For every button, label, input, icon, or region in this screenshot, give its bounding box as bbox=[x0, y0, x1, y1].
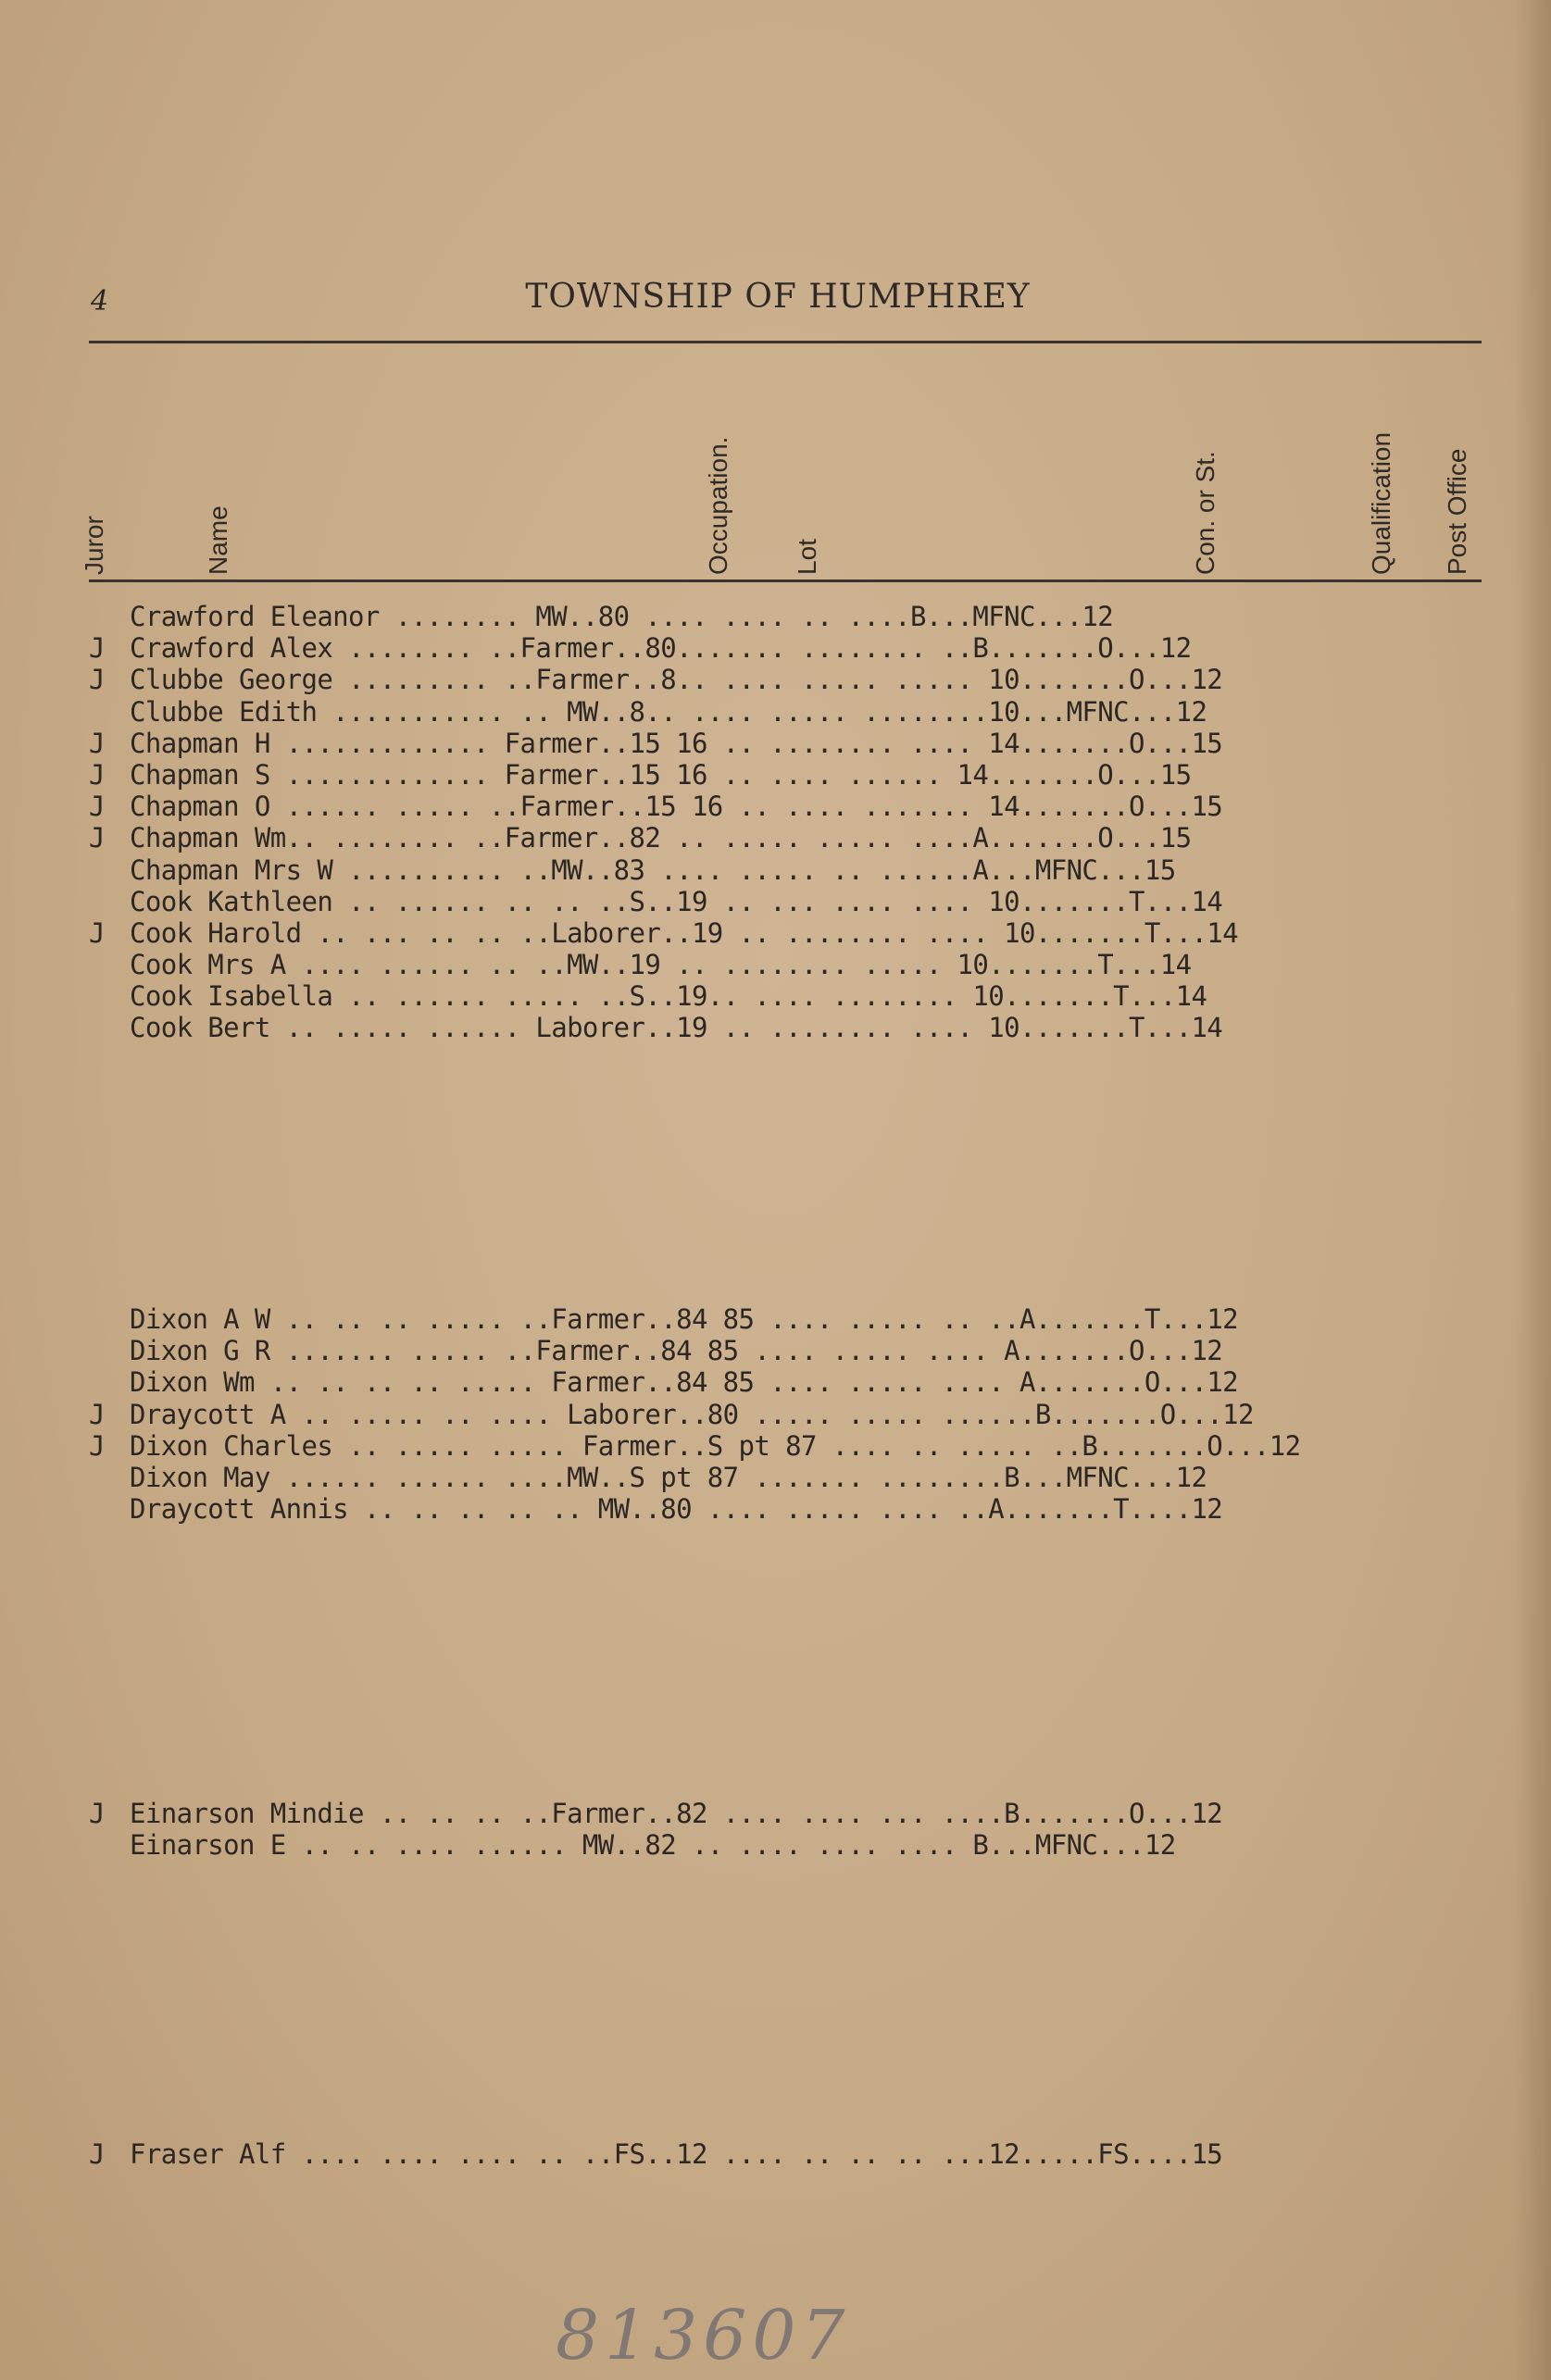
table-row bbox=[0, 1430, 1551, 1462]
table-row bbox=[0, 759, 1551, 791]
table-row bbox=[0, 728, 1551, 759]
column-header-occupation: Occupation. bbox=[704, 436, 732, 575]
table-row bbox=[0, 917, 1551, 949]
voter-group-d bbox=[0, 1303, 1551, 1525]
row-text: Dixon Charles .. ..... ..... Farmer..S pt 87 .... .. ..... ..B.......O...12 bbox=[130, 1429, 1301, 1462]
voter-group-e bbox=[0, 1798, 1551, 1861]
row-text: Crawford Alex ........ ..Farmer..80....... ........ ..B.......O...12 bbox=[130, 632, 1192, 665]
voter-group-f bbox=[0, 2138, 1551, 2170]
table-row bbox=[0, 1829, 1551, 1861]
row-text: Cook Mrs A .... ...... .. ..MW..19 .. ........ ..... 10.......T...14 bbox=[130, 949, 1192, 981]
juror-mark: J bbox=[89, 2138, 106, 2170]
voter-group-c bbox=[0, 601, 1551, 1044]
row-text: Chapman S ............. Farmer..15 16 .. .... ...... 14.......O...15 bbox=[130, 758, 1192, 791]
table-row bbox=[0, 1798, 1551, 1829]
column-header-qualification: Qualification bbox=[1367, 431, 1395, 575]
table-row bbox=[0, 664, 1551, 695]
row-text: Cook Kathleen .. ...... .. .. ..S..19 .. ... .... .... 10.......T...14 bbox=[130, 885, 1223, 917]
table-row bbox=[0, 1366, 1551, 1398]
row-text: Crawford Eleanor ........ MW..80 .... .... .. ....B...MFNC...12 bbox=[130, 601, 1114, 632]
handwritten-number: 813607 bbox=[556, 2296, 851, 2375]
row-text: Einarson E .. .. .... ...... MW..82 .. .... .... .... B...MFNC...12 bbox=[130, 1829, 1176, 1862]
row-text: Dixon May ...... ...... ....MW..S pt 87 ....... ........B...MFNC...12 bbox=[130, 1461, 1207, 1493]
table-row bbox=[0, 1399, 1551, 1430]
juror-mark: J bbox=[89, 1398, 106, 1430]
page-title: TOWNSHIP OF HUMPHREY bbox=[525, 278, 1031, 316]
row-text: Cook Harold .. ... .. .. ..Laborer..19 .. ........ .... 10.......T...14 bbox=[130, 916, 1239, 949]
table-row bbox=[0, 1012, 1551, 1043]
juror-mark: J bbox=[89, 632, 106, 665]
header-rule bbox=[89, 579, 1482, 582]
row-text: Draycott Annis .. .. .. .. .. MW..80 .... ..... .... ..A.......T....12 bbox=[130, 1493, 1223, 1526]
table-row bbox=[0, 949, 1551, 980]
row-text: Fraser Alf .... .... .... .. ..FS..12 .... .. .. .. ...12.....FS....15 bbox=[130, 2138, 1223, 2170]
row-text: Cook Isabella .. ...... ..... ..S..19.. .... ........ 10.......T...14 bbox=[130, 980, 1207, 1013]
page-edge-shadow bbox=[1514, 0, 1551, 2380]
juror-mark: J bbox=[89, 822, 106, 854]
table-row bbox=[0, 632, 1551, 664]
row-text: Dixon Wm .. .. .. .. ..... Farmer..84 85 .... ..... .... A.......O...12 bbox=[130, 1366, 1239, 1399]
table-row bbox=[0, 1335, 1551, 1366]
row-text: Cook Bert .. ..... ...... Laborer..19 .. ........ .... 10.......T...14 bbox=[130, 1012, 1223, 1044]
row-text: Chapman Mrs W .......... ..MW..83 .... ..... .. ......A...MFNC...15 bbox=[130, 854, 1176, 886]
juror-mark: J bbox=[89, 1429, 106, 1462]
table-row bbox=[0, 854, 1551, 886]
row-text: Chapman Wm.. ........ ..Farmer..82 .. ..... ..... ....A.......O...15 bbox=[130, 822, 1192, 854]
row-text: Dixon A W .. .. .. ..... ..Farmer..84 85 .... ..... .. ..A.......T...12 bbox=[130, 1303, 1239, 1335]
table-row bbox=[0, 980, 1551, 1012]
row-text: Chapman O ...... ..... ..Farmer..15 16 .. .... ....... 14.......O...15 bbox=[130, 791, 1223, 823]
column-header-con-or-st: Con. or St. bbox=[1191, 451, 1220, 575]
juror-mark: J bbox=[89, 758, 106, 791]
juror-mark: J bbox=[89, 916, 106, 949]
table-row bbox=[0, 601, 1551, 632]
row-text: Dixon G R ....... ..... ..Farmer..84 85 .... ..... .... A.......O...12 bbox=[130, 1335, 1223, 1367]
row-text: Chapman H ............. Farmer..15 16 .. ........ .... 14.......O...15 bbox=[130, 727, 1223, 759]
table-row bbox=[0, 1493, 1551, 1525]
juror-mark: J bbox=[89, 791, 106, 823]
column-header-name: Name bbox=[204, 505, 232, 575]
row-text: Clubbe George ......... ..Farmer..8.. .... ..... ..... 10.......O...12 bbox=[130, 664, 1223, 696]
column-header-post-office: Post Office bbox=[1443, 448, 1471, 575]
juror-mark: J bbox=[89, 1798, 106, 1829]
juror-mark: J bbox=[89, 664, 106, 696]
column-header-juror: Juror bbox=[80, 516, 108, 575]
table-row bbox=[0, 2138, 1551, 2170]
column-header-lot: Lot bbox=[793, 539, 821, 575]
table-row bbox=[0, 886, 1551, 917]
table-row bbox=[0, 822, 1551, 854]
table-row bbox=[0, 791, 1551, 822]
row-text: Draycott A .. ..... .. .... Laborer..80 ..... ..... ......B.......O...12 bbox=[130, 1398, 1254, 1430]
table-row bbox=[0, 1462, 1551, 1493]
juror-mark: J bbox=[89, 727, 106, 759]
row-text: Einarson Mindie .. .. .. ..Farmer..82 .... .... ... ....B.......O...12 bbox=[130, 1798, 1223, 1829]
table-row bbox=[0, 1303, 1551, 1335]
table-row bbox=[0, 696, 1551, 728]
title-rule bbox=[89, 341, 1482, 343]
page-number: 4 bbox=[91, 285, 109, 318]
row-text: Clubbe Edith ........... .. MW..8.. .... ..... ........10...MFNC...12 bbox=[130, 695, 1207, 728]
